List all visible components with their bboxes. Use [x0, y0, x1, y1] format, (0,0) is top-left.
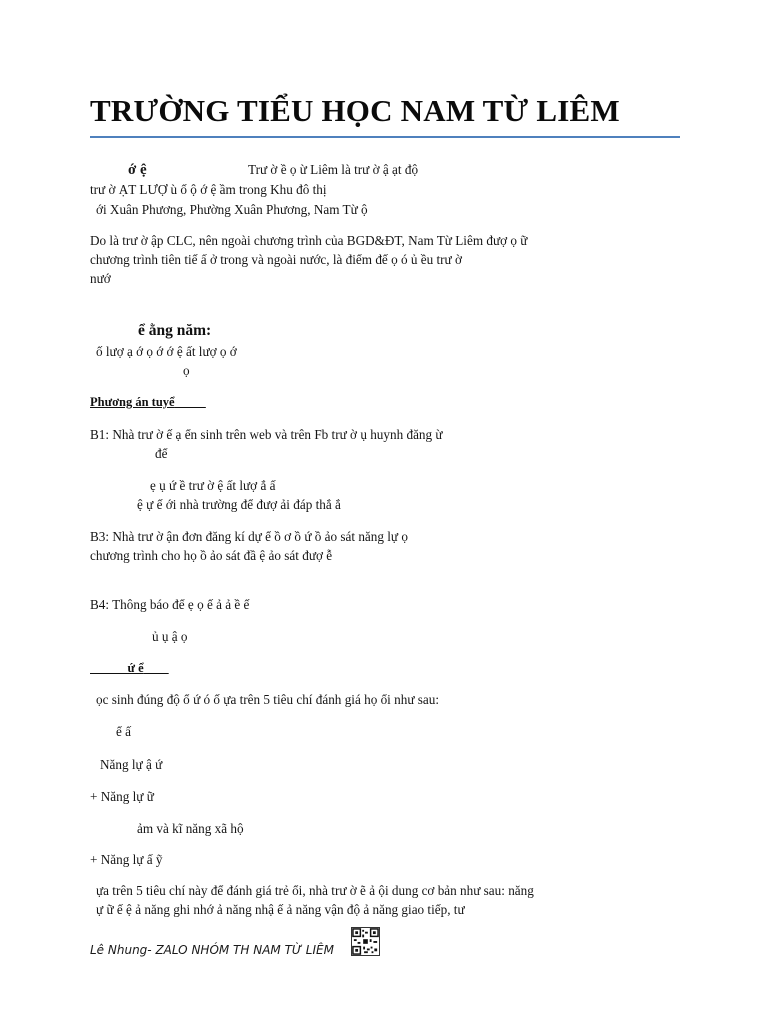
section-line-1: ố lượ ạ ớ ọ ớ ớ ệ ất lượ ọ ớ — [96, 344, 237, 359]
criterion-2: Năng lự ậ ứ — [100, 757, 163, 772]
criterion-3: + Năng lự ữ — [90, 789, 154, 804]
intro-line-3: ới Xuân Phương, Phường Xuân Phương, Nam Từ ộ — [96, 202, 368, 217]
para2-line-3: nướ — [90, 271, 111, 286]
intro-line-2: trư ờ ẠT LƯỢ ù ố ộ ớ ệ ầm trong Khu đô thị — [90, 182, 327, 197]
tieu-chi-heading: ứ ể — [127, 661, 144, 675]
section-line-2: ọ — [183, 363, 190, 378]
para2-line-1: Do là trư ờ ập CLC, nên ngoài chương trình của BGD&ĐT, Nam Từ Liêm đượ ọ ữ — [90, 233, 528, 248]
criterion-4: ảm và kĩ năng xã hộ — [137, 821, 244, 836]
b1-line-1: B1: Nhà trư ờ ế ạ ển sinh trên web và trên Fb trư ờ ụ huynh đăng ừ — [90, 427, 443, 442]
intro-line-1-bold: ớ ệ — [128, 162, 147, 178]
title-underline — [90, 136, 680, 138]
section-heading: ể ằng năm: — [138, 322, 212, 339]
footer-text: Lê Nhung- ZALO NHÓM TH NAM TỪ LIÊM — [90, 943, 334, 957]
b2-line-1: ẹ ụ ứ ề trư ờ ệ ất lượ ắ ấ — [150, 478, 276, 493]
b2-line-2: ệ ự ế ới nhà trường để đượ ải đáp thắ ắ — [137, 497, 341, 512]
b1-line-2: để — [155, 446, 168, 461]
b3-line-2: chương trình cho họ ồ ảo sát đầ ệ ảo sát đượ ễ — [90, 548, 333, 563]
closing-line-2: ự ữ ế ệ ả năng ghi nhớ ả năng nhậ ế ả năng vận độ ả năng giao tiếp, tư — [96, 902, 465, 917]
criterion-1: ể ấ — [116, 724, 132, 739]
b4-line-1: B4: Thông báo để ẹ ọ ế ả ả ề ế — [90, 597, 250, 612]
phuong-an-heading: Phương án tuyể — [90, 395, 175, 409]
qr-code-icon — [351, 927, 380, 956]
closing-line-1: ựa trên 5 tiêu chí này để đánh giá trẻ ổi, nhà trư ờ ẽ ả ội dung cơ bản như sau: năng — [96, 883, 534, 898]
tieu-chi-intro: ọc sinh đúng độ ổ ứ ó ố ựa trên 5 tiêu chí đánh giá họ ổi như sau: — [96, 692, 440, 707]
b3-line-1: B3: Nhà trư ờ ận đơn đăng kí dự ể ồ ơ ồ ứ ồ ảo sát năng lự ọ — [90, 529, 408, 544]
intro-line-1: Trư ờ ề ọ ừ Liêm là trư ờ ậ ạt độ — [248, 162, 419, 177]
b4-line-2: ủ ụ ậ ọ — [152, 629, 188, 644]
criterion-5: + Năng lự ấ ỹ — [90, 852, 163, 867]
para2-line-2: chương trình tiên tiế ấ ở trong và ngoài nước, là điểm đế ọ ó ủ ều trư ờ — [90, 252, 462, 267]
page-title: TRƯỜNG TIỂU HỌC NAM TỪ LIÊM — [90, 93, 620, 128]
